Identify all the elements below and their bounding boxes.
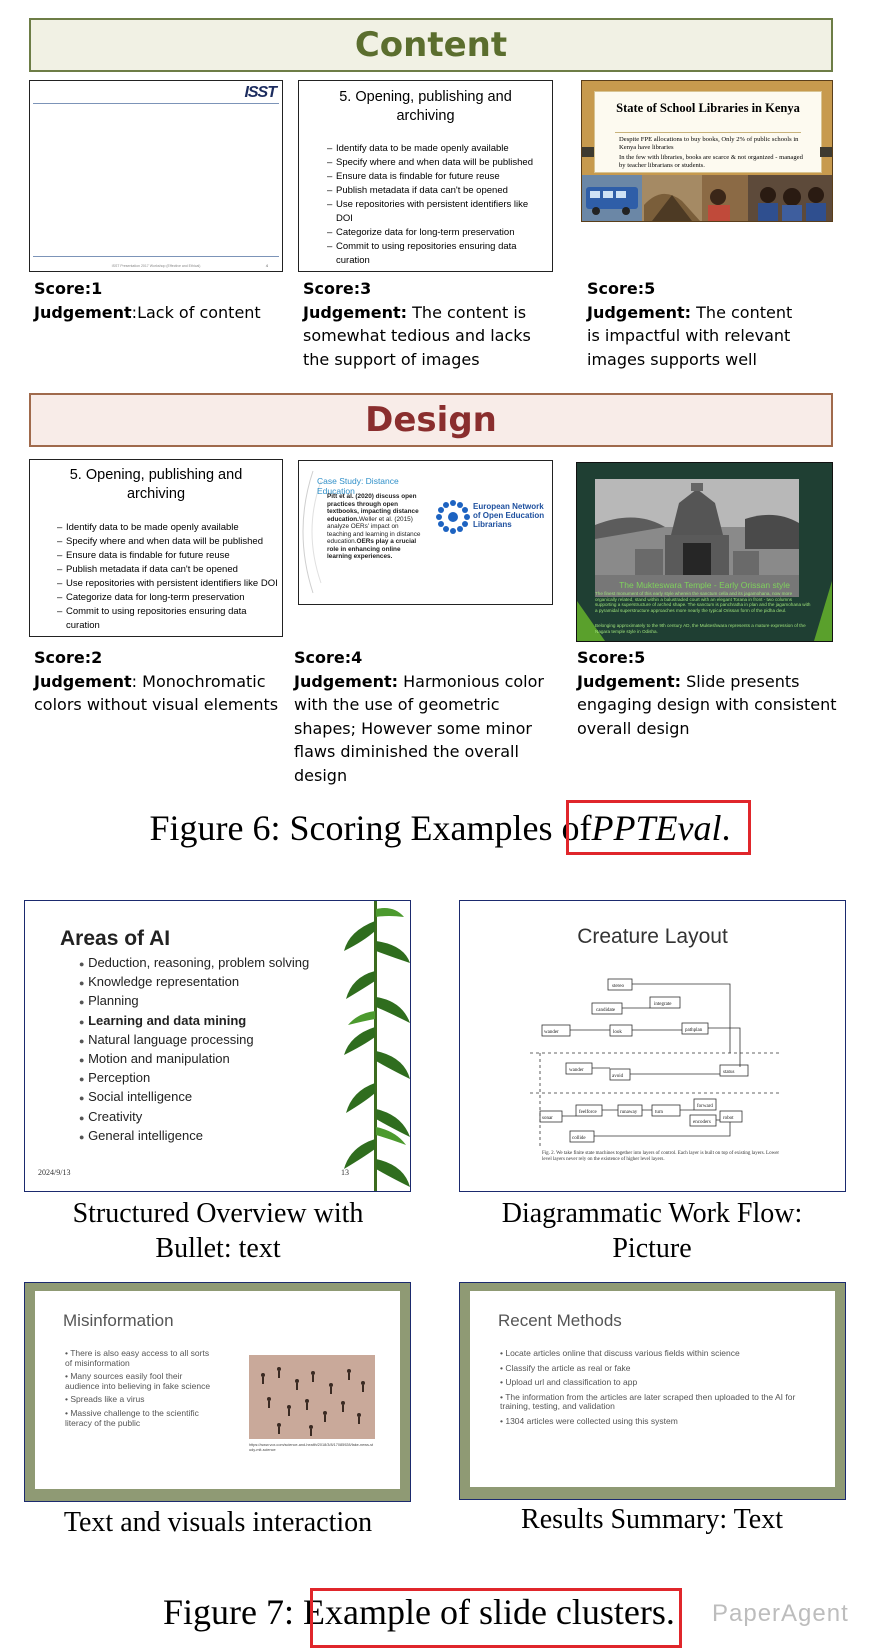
slide-bullet: – Ensure data is findable for future reuse (57, 549, 279, 563)
slide-bullet: ● Deduction, reasoning, problem solving (79, 955, 310, 970)
slide-bullet: Despite FPE allocations to buy books, Only 2% of public schools in Kenya have libraries (619, 136, 799, 151)
slide-inner-panel (470, 1291, 835, 1487)
slide-side-tab-left (582, 147, 594, 157)
slide-bullet: In the few with libraries, books are scarce & not organized - managed by teacher librarians or students. (619, 154, 803, 169)
figure6-prefix: Figure 6: Scoring Examples of (149, 808, 592, 848)
slide-text-1: The finest monument of this early style wherein the sanctum cella and its jagamohana, now more organically related, stand within a balustraded court with an elegant Torana in front - two columns supporting a superstructure of arched shape. The sanctum is panchratha in plan and the jagamohana with a pyramidal superstructure approaches more nearly the typical Orissan form of the pidha deul. (595, 591, 811, 613)
slide-page-number: 4 (265, 263, 268, 268)
slide-bullet-list (500, 1349, 810, 1427)
svg-text:avoid: avoid (612, 1074, 624, 1079)
slide-bullet: • Locate articles online that discuss various fields within science (500, 1348, 740, 1358)
slide-bullet: ● Creativity (79, 1108, 143, 1124)
slide-bullet: – Specify where and when data will be published (327, 156, 547, 170)
slide-title: 5. Opening, publishing and archiving (339, 89, 512, 124)
svg-text:runaway: runaway (620, 1110, 638, 1115)
slide-title: 5. Opening, publishing and archiving (69, 467, 243, 502)
slide-body: Pitt et al. (2020) discuss open practices through open textbooks, impacting distance education.Weller et al. (2015) analyze OERs' impact on teaching and learning in distance education.OERs play a crucial role in enhancing online learning experiences. (327, 493, 421, 560)
slide-bullet: • Spreads like a virus (65, 1394, 145, 1405)
slide-bottom-rule (33, 256, 279, 257)
content-score-2: Score:3 Judgement: The content is somewhat tedious and lacks the support of images (303, 279, 531, 369)
slide-bullet: – Publish metadata if data can't be opened (57, 563, 279, 577)
slide-bullet-list (79, 954, 309, 1146)
slide-footer: ISST Presentation 2017 Workshop (Effective and Ethical) (111, 264, 201, 268)
svg-text:robot: robot (723, 1116, 734, 1121)
design-slide-1 (29, 459, 283, 637)
figure6-suffix: . (721, 808, 731, 848)
diagram-caption: Fig. 2. We take finite state machines together into layers of control. Each layer is built on top of existing layers. Lower level layers never rely on the existence of higher level layers. (542, 1151, 780, 1162)
slide-bullet: – Commit to using repositories ensuring data curation (327, 240, 547, 268)
svg-text:wander: wander (544, 1030, 559, 1035)
slide-text-panel (594, 91, 822, 173)
slide-bullet: – Identify data to be made openly available (327, 142, 547, 156)
content-slide-2 (298, 80, 553, 272)
photo-collage (582, 175, 832, 221)
section-header-content: Content (29, 18, 833, 72)
slide-title: The Mukteswara Temple - Early Orissan style (619, 580, 790, 590)
slide-top-rule (33, 103, 279, 104)
slide-bullet: ● Knowledge representation (79, 974, 240, 990)
svg-text:wander: wander (569, 1068, 584, 1073)
slide-bullet: – Use repositories with persistent identifiers like DOI (57, 577, 279, 591)
svg-text:sonar: sonar (542, 1116, 553, 1121)
design-slide-3 (576, 462, 833, 642)
slide-bullet: ● Planning (79, 993, 139, 1009)
isst-logo: ISST (244, 84, 276, 101)
slide-bullet: • 1304 articles were collected using this system (500, 1415, 678, 1426)
slide-bullet: – Identify data to be made openly available (57, 521, 279, 535)
slide-bullet-list (57, 521, 279, 633)
design-slide-2 (298, 460, 553, 605)
svg-text:forward: forward (697, 1104, 713, 1109)
slide-bullet: • The information from the articles are later scraped then uploaded to the AI for training, testing, and validation (500, 1391, 796, 1412)
slide-title: State of School Libraries in Kenya (616, 101, 800, 115)
slide-bullet: – Ensure data is findable for future reuse (327, 170, 547, 184)
slide-bullet: • Many sources easily fool their audience into believing in fake science (65, 1371, 211, 1391)
svg-text:collide: collide (572, 1136, 586, 1141)
slide-bullet: – Use repositories with persistent identifiers like DOI (327, 198, 547, 226)
slide-inner-panel (35, 1291, 400, 1489)
svg-text:stereo: stereo (612, 984, 624, 989)
slide-bullet: ● General intelligence (79, 1127, 203, 1143)
cluster-slide-4 (459, 1282, 846, 1500)
slide-bullet: – Specify where and when data will be published (57, 535, 279, 549)
slide-side-tab-right (820, 147, 832, 157)
slide-page-number: 13 (341, 1168, 349, 1177)
svg-text:candidate: candidate (596, 1008, 616, 1013)
figure7-highlight: Example of slide clusters. (303, 1592, 675, 1632)
content-slide-1 (29, 80, 283, 272)
figure6-highlight: PPTEval (591, 808, 722, 848)
svg-text:feelforce: feelforce (579, 1110, 597, 1115)
crowd-photo (249, 1355, 375, 1439)
slide-logo-text: European Network of Open Education Librarians (473, 502, 545, 529)
design-score-3: Score:5 Judgement: Slide presents engaging design with consistent overall design (577, 648, 837, 738)
svg-text:encoders: encoders (693, 1120, 711, 1125)
content-score-1: Score:1 Judgement:Lack of content (34, 279, 261, 322)
cluster-slide-2 (459, 900, 846, 1192)
slide-bullet: ● Motion and manipulation (79, 1051, 230, 1067)
svg-text:look: look (613, 1030, 622, 1035)
svg-text:pathplan: pathplan (685, 1028, 703, 1033)
slide-bullet: – Commit to using repositories ensuring data curation (57, 605, 279, 633)
slide-bullet: ● Learning and data mining (79, 1012, 247, 1028)
slide-bullet: • Classify the article as real or fake (500, 1362, 631, 1373)
slide-bullet: – Categorize data for long-term preservation (327, 226, 547, 240)
cluster-slide-3 (24, 1282, 411, 1502)
title-underline (615, 132, 801, 133)
svg-text:turn: turn (655, 1110, 664, 1115)
slide-title: Misinformation (63, 1311, 174, 1330)
cluster-caption-4: Results Summary: Text (521, 1504, 783, 1535)
control-layers-diagram (530, 973, 780, 1149)
figure7-prefix: Figure 7: (163, 1592, 294, 1632)
slide-bullet: • Massive challenge to the scientific literacy of the public (65, 1407, 199, 1428)
slide-title: Creature Layout (577, 925, 728, 948)
cluster-caption-2: Diagrammatic Work Flow: Picture (501, 1198, 803, 1264)
slide-bullet: ● Natural language processing (79, 1031, 254, 1047)
slide-bullet: – Publish metadata if data can't be opened (327, 184, 547, 198)
slide-green-corner-right (814, 581, 832, 641)
image-source-url: https://www.vox.com/science-and-health/2018/3/8/17085928/fake-news-study-mit-science (249, 1443, 374, 1452)
slide-title: Recent Methods (498, 1311, 622, 1330)
slide-text-2: Belonging approximately to the 9th century AD, the Mukteshwara represents a mature expression of the Nagara temple style in Odisha. (595, 623, 806, 634)
slide-bullet-list (327, 142, 547, 268)
cluster-caption-3: Text and visuals interaction (63, 1507, 373, 1538)
cluster-slide-1 (24, 900, 411, 1192)
content-slide-3 (581, 80, 833, 222)
section-header-design: Design (29, 393, 833, 447)
slide-bullet: • Upload url and classification to app (500, 1377, 638, 1388)
eu-star-logo-icon (435, 499, 471, 535)
slide-bullet: ● Perception (79, 1070, 151, 1086)
cluster-caption-1: Structured Overview with Bullet: text (72, 1198, 364, 1264)
bamboo-leaves-decoration (344, 901, 410, 1191)
slide-title: Areas of AI (60, 927, 171, 950)
slide-title: Case Study: Distance Education (317, 476, 399, 496)
figure6-highlight-box (566, 800, 751, 855)
slide-date: 2024/9/13 (38, 1168, 71, 1177)
svg-text:integrate: integrate (654, 1002, 672, 1007)
svg-text:status: status (723, 1070, 735, 1075)
design-score-2: Score:4 Judgement: Harmonious color with the use of geometric shapes; However some minor flaws diminished the overall design (294, 648, 544, 785)
design-score-1: Score:2 Judgement: Monochromatic colors without visual elements (34, 648, 279, 714)
slide-photo-strip (582, 175, 832, 221)
slide-bullet-list (65, 1349, 215, 1428)
slide-bullet: ● Social intelligence (79, 1089, 193, 1105)
slide-bullet: • There is also easy access to all sorts of misinformation (65, 1348, 210, 1368)
watermark: PaperAgent (712, 1600, 849, 1627)
slide-bullet: – Categorize data for long-term preservation (57, 591, 279, 605)
figure7-highlight-box (310, 1588, 682, 1648)
content-score-3: Score:5 Judgement: The content is impactful with relevant images supports well (587, 279, 793, 369)
